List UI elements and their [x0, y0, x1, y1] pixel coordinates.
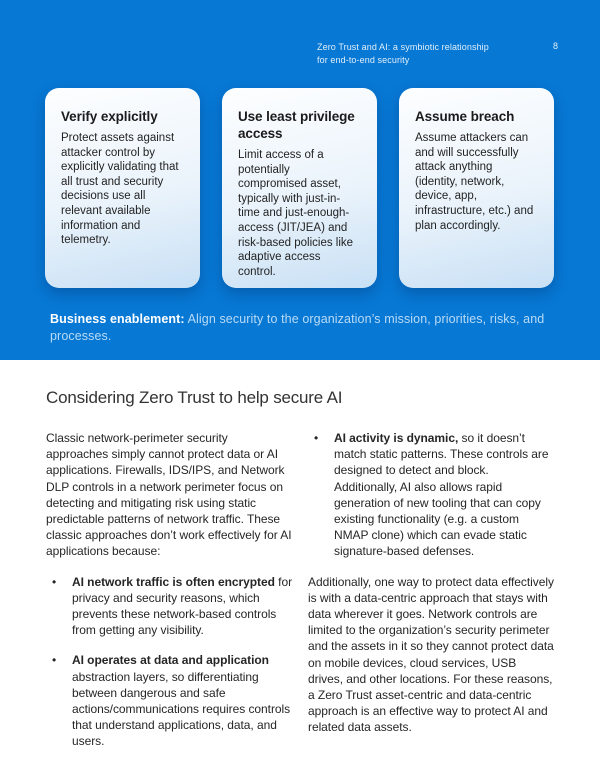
bullet-lead: AI activity is dynamic, [334, 431, 459, 445]
card-title: Verify explicitly [61, 109, 158, 124]
card-body: Assume attackers can and will successfully attack anything (identity, network, device, app, infrastructure, etc.) and plan accordingly. [415, 132, 534, 232]
two-column-body [46, 430, 554, 764]
card-title: Assume breach [415, 109, 515, 124]
bullet-dynamic-activity [308, 430, 554, 560]
card-use-least-privilege [222, 88, 377, 288]
bullet-text: for privacy and security reasons, which prevents these network-based controls from getting any visibility. [72, 574, 293, 638]
bullet-encrypted-traffic [46, 574, 292, 639]
bullet-text: so it doesn’t match static patterns. These controls are designed to detect and block. Additionally, AI also allows rapid generation of new tooling that can copy existing functionality (e.g. a custom NMAP clone) which can evade static signature-based defenses. [334, 431, 549, 559]
card-assume-breach [399, 88, 554, 288]
card-verify-explicitly [45, 88, 200, 288]
hero-blue-section [0, 0, 600, 360]
card-body: Protect assets against attacker control by explicitly validating that all trust and security decisions use all relevant available information and telemetry. [61, 132, 179, 247]
bullet-lead: AI network traffic is often encrypted [72, 574, 275, 589]
card-title: Use least privilege access [238, 109, 355, 141]
banner-text: Align security to the organization’s mission, priorities, risks, and processes. [50, 312, 545, 343]
running-header [317, 41, 558, 66]
section-heading: Considering Zero Trust to help secure AI [46, 388, 343, 407]
principle-cards [45, 88, 554, 288]
bullet-text: abstraction layers, so differentiating between dangerous and safe actions/communications requires controls that understand applications, data, and users. [72, 669, 291, 749]
bullet-lead: AI operates at data and application [72, 653, 269, 668]
banner-lead-label: Business enablement: [50, 312, 185, 326]
document-running-title: Zero Trust and AI: a symbiotic relationship for end-to-end security [317, 42, 489, 65]
article-section [0, 360, 600, 764]
right-column [308, 430, 554, 764]
business-enablement-banner [50, 311, 572, 345]
bullet-abstraction-layers [46, 652, 292, 749]
intro-paragraph: Classic network-perimeter security approaches simply cannot protect data or AI applications. Firewalls, IDS/IPS, and Network DLP controls in a network perimeter focus on detecting and mitigating risk using static predictable patterns of network traffic. These classic approaches don’t work effectively for AI applications because: [46, 431, 292, 559]
card-body: Limit access of a potentially compromised asset, typically with just-in-time and just-enough-access (JIT/JEA) and risk-based policies like adaptive access control. [238, 149, 354, 278]
page-number: 8 [552, 41, 558, 51]
closing-paragraph: Additionally, one way to protect data effectively is with a data-centric approach that stays with data wherever it goes. Network controls are limited to the organization’s security perimeter and the assets in it so they cannot protect data on mobile devices, cloud services, USB drives, and other locations. For these reasons, a Zero Trust asset-centric and data-centric approach is an effective way to protect AI and related data assets. [308, 574, 554, 735]
left-column [46, 430, 292, 764]
